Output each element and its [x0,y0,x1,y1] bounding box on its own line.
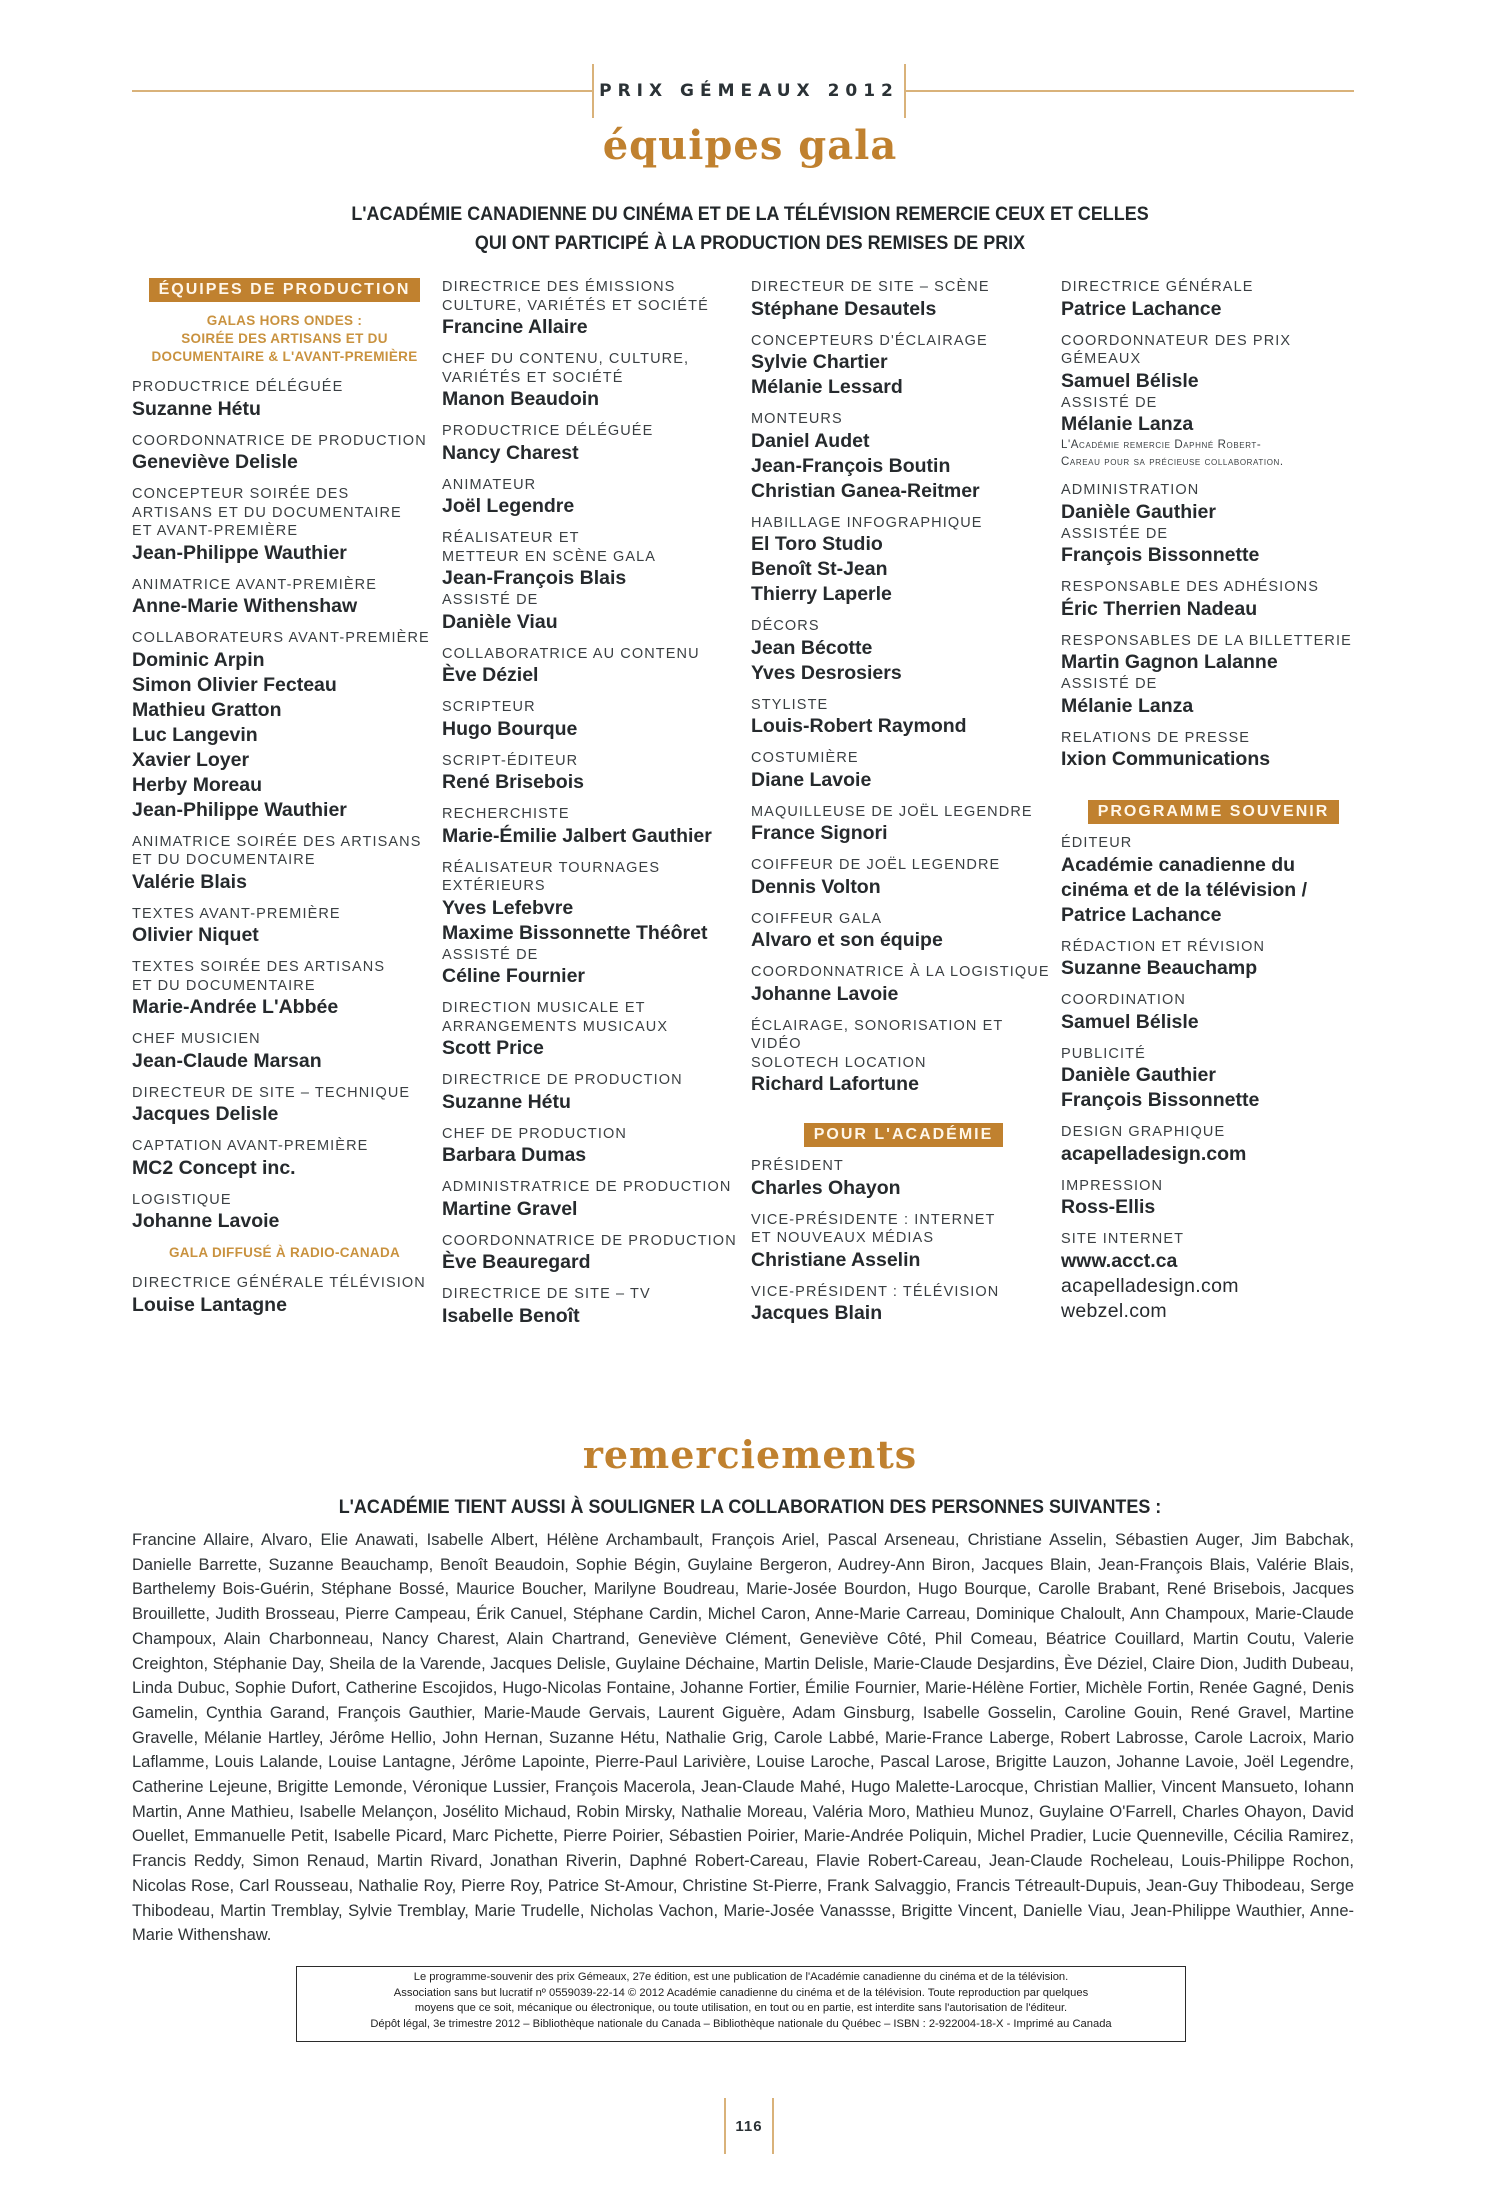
credit-name: Richard Lafortune [751,1073,919,1095]
credit-entry [132,1274,437,1318]
credit-entry [132,958,437,1020]
assist-role: ASSISTÉ DE [442,946,539,963]
credit-name: Johanne Lavoie [132,1210,280,1232]
credit-name: Jean-Claude Marsan [132,1049,322,1072]
credit-name: Jean-François Blais [442,567,627,589]
intro-line-1: L'ACADÉMIE CANADIENNE DU CINÉMA ET DE LA TÉLÉVISION REMERCIE CEUX ET CELLES [351,203,1149,225]
credit-entry [1061,632,1366,719]
credit-entry [751,1157,1056,1201]
credit-entry [751,1017,1056,1098]
column-1 [132,278,437,1328]
credit-entry [751,696,1056,740]
legal-notice-box [296,1966,1186,2042]
credit-role: COORDONNATRICE DE PRODUCTION [442,1232,737,1249]
credit-name: Ixion Communications [1061,748,1271,770]
subhead-gala-radio-canada: GALA DIFFUSÉ À RADIO-CANADA [168,1245,401,1260]
credit-name: Nancy Charest [442,441,579,464]
credit-entry [751,332,1056,401]
credit-name: Samuel Bélisle [1061,1010,1199,1033]
credit-name: Marie-Émilie Jalbert Gauthier [442,824,712,847]
credit-role: HABILLAGE INFOGRAPHIQUE [751,514,983,531]
header-rule-left [132,90,592,92]
credit-entry [442,350,747,412]
credit-entry [751,410,1056,504]
credit-name: Christian Ganea-Reitmer [751,479,980,502]
credit-entry [442,1232,747,1276]
thanks-intro: L'ACADÉMIE TIENT AUSSI À SOULIGNER LA COLLABORATION DES PERSONNES SUIVANTES : [338,1496,1162,1518]
credit-role: COLLABORATRICE AU CONTENU [442,645,700,662]
credit-name: Sylvie Chartier [751,351,888,373]
credit-name: François Bissonnette [1061,1089,1260,1111]
credit-entry [751,514,1056,608]
thanks-title: remerciements [582,1432,918,1477]
credit-name: Diane Lavoie [751,768,872,791]
credit-role: ADMINISTRATION [1061,482,1200,498]
header-rule-right [906,90,1354,92]
credit-entry [751,278,1056,322]
credit-name: Danièle Viau [442,610,558,633]
credit-note: L'Académie remercie Daphné Robert- Careau pour sa précieuse collaboration. [1061,439,1284,468]
credit-name: Jean-François Boutin [751,454,951,477]
credit-entry [132,1030,437,1074]
section-badge-production: ÉQUIPES DE PRODUCTION [149,278,421,302]
credit-name: Daniel Audet [751,429,870,452]
credit-role: ÉCLAIRAGE, SONORISATION ET VIDÉO SOLOTECH LOCATION [751,1017,1004,1071]
credit-entry [132,905,437,949]
credit-name: Louis-Robert Raymond [751,715,967,737]
credit-role: COORDONNATEUR DES PRIX GÉMEAUX [1061,332,1292,367]
credit-name: Suzanne Hétu [442,1090,571,1113]
credit-link: acapelladesign.com [1061,1274,1239,1297]
intro-line-2: QUI ONT PARTICIPÉ À LA PRODUCTION DES REMISES DE PRIX [474,232,1026,254]
credit-entry [132,1191,437,1235]
credit-name: Marie-Andrée L'Abbée [132,996,339,1018]
credit-entry [1061,991,1366,1035]
credit-role: CHEF DU CONTENU, CULTURE, VARIÉTÉS ET SOCIÉTÉ [442,351,690,386]
credit-entry [751,803,1056,847]
credit-name: cinéma et de la télévision / [1061,878,1308,901]
credit-role: MONTEURS [751,411,843,427]
credit-name: Benoît St-Jean [751,558,888,580]
credit-role: ADMINISTRATRICE DE PRODUCTION [442,1179,732,1195]
credit-entry [442,999,747,1061]
credit-role: DIRECTRICE DES ÉMISSIONS CULTURE, VARIÉTÉS ET SOCIÉTÉ [442,279,709,314]
credit-role: MAQUILLEUSE DE JOËL LEGENDRE [751,803,1033,820]
credit-name: Danièle Gauthier [1061,500,1216,523]
credit-role: ANIMATRICE SOIRÉE DES ARTISANS ET DU DOCUMENTAIRE [132,833,422,868]
credit-entry [442,422,747,466]
credit-name: Hugo Bourque [442,717,578,740]
credit-role: COLLABORATEURS AVANT-PREMIÈRE [132,630,430,646]
credit-role: RESPONSABLE DES ADHÉSIONS [1061,579,1319,595]
credit-role: COORDONNATRICE DE PRODUCTION [132,432,427,449]
credit-role: DIRECTION MUSICALE ET ARRANGEMENTS MUSICAUX [442,1000,669,1035]
credit-name: Patrice Lachance [1061,903,1222,926]
credit-name: Alvaro et son équipe [751,929,943,951]
credit-name: Suzanne Hétu [132,397,261,420]
credit-name: Dominic Arpin [132,648,265,671]
credit-name: Yves Lefebvre [442,896,574,919]
credit-name: MC2 Concept inc. [132,1156,296,1179]
credit-role: VICE-PRÉSIDENT : TÉLÉVISION [751,1283,1000,1300]
credit-name: Geneviève Delisle [132,451,298,473]
credit-entry [442,752,747,796]
credit-entry [751,1283,1056,1327]
credit-role: LOGISTIQUE [132,1191,232,1208]
credit-name: acapelladesign.com [1061,1142,1247,1165]
credit-role: TEXTES AVANT-PREMIÈRE [132,905,341,922]
intro-text [60,200,1440,258]
credit-role: ANIMATRICE AVANT-PREMIÈRE [132,576,378,593]
credit-name: Jean Bécotte [751,636,873,659]
credit-role: STYLISTE [751,696,829,713]
credit-role: PRODUCTRICE DÉLÉGUÉE [442,423,654,439]
credit-entry [132,485,437,566]
credit-name: Dennis Volton [751,875,881,898]
credit-name: Ross-Ellis [1061,1196,1156,1218]
credit-entry [1061,1045,1366,1114]
credit-name: Mélanie Lanza [1061,694,1194,717]
header-kicker-box [592,64,906,118]
credit-role: DIRECTRICE GÉNÉRALE [1061,279,1254,295]
credit-name: France Signori [751,822,888,844]
credit-entry [442,529,747,635]
credit-role: PUBLICITÉ [1061,1045,1146,1062]
page-number: 116 [735,2117,763,2135]
credit-role: SCRIPT-ÉDITEUR [442,752,579,769]
assist-role: ASSISTÉE DE [1061,525,1169,542]
credit-entry [442,1285,747,1329]
credit-role: CHEF MUSICIEN [132,1031,261,1047]
credit-name: Mélanie Lessard [751,376,903,398]
credit-role: COIFFEUR GALA [751,910,883,927]
credit-role: RÉDACTION ET RÉVISION [1061,938,1266,955]
credit-name: Patrice Lachance [1061,297,1222,320]
column-2 [442,278,747,1339]
credit-role: CHEF DE PRODUCTION [442,1125,627,1142]
credit-name: Danièle Gauthier [1061,1064,1216,1086]
credit-name: Maxime Bissonnette Théôret [442,921,708,944]
section-badge-programme-wrap [1061,800,1366,824]
column-3 [751,278,1056,1336]
credit-name: Thierry Laperle [751,583,892,605]
credit-entry [442,1178,747,1222]
credit-role: RECHERCHISTE [442,806,570,822]
credit-entry [1061,1123,1366,1167]
credit-role: COORDONNATRICE À LA LOGISTIQUE [751,964,1050,980]
credit-entry [442,698,747,742]
credit-name: Yves Desrosiers [751,661,902,684]
credit-name: Ève Beauregard [442,1251,591,1273]
credit-entry [442,645,747,689]
credit-role: CAPTATION AVANT-PREMIÈRE [132,1138,369,1154]
credit-role: DIRECTEUR DE SITE – TECHNIQUE [132,1084,411,1101]
credit-entry [751,963,1056,1007]
credit-name: Herby Moreau [132,773,263,796]
credit-name: Académie canadienne du [1061,853,1296,876]
credit-entry [751,856,1056,900]
thanks-list: Francine Allaire, Alvaro, Elie Anawati, Isabelle Albert, Hélène Archambault, François Ariel, Pascal Arseneau, Christiane Asselin, Sébastien Auger, Jim Babchak, Danielle Barrette, Suzanne Beauchamp, Benoît Beaudoin, Sophie Bégin, Guylaine Bergeron, Audrey-Ann Biron, Jacques Blain, Jean-François Blais, Valérie Blais, Barthelemy Bois-Guérin, Stéphane Bossé, Maurice Boucher, Marilyne Boudreau, Marie-Josée Bourdon, Hugo Bourque, Carolle Brabant, René Brisebois, Jacques Brouillette, Judith Brosseau, Pierre Campeau, Érik Canuel, Stéphane Cardin, Michel Caron, Anne-Marie Carreau, Dominique Chaloult, Ann Champoux, Marie-Claude Champoux, Alain Charbonneau, Nancy Charest, Alain Chartrand, Geneviève Clément, Geneviève Côté, Phil Comeau, Béatrice Couillard, Martin Coutu, Valerie Creighton, Stéphanie Day, Sheila de la Varende, Jacques Delisle, Guylaine Déchaine, Martin Delisle, Marie-Claude Desjardins, Ève Déziel, Claire Dion, Judith Dubeau, Linda Dubuc, Sophie Dufort, Catherine Escojidos, Hugo-Nicolas Fontaine, Johanne Fortier, Émilie Fournier, Marie-Hélène Fortier, Michèle Fortin, Renée Gagné, Denis Gamelin, Cynthia Garand, François Gauthier, Marie-Maude Gervais, Laurent Giguère, Adam Ginsburg, Isabelle Gosselin, Caroline Gouin, René Gravel, Martine Gravelle, Mélanie Hartley, Jérôme Hellio, John Hernan, Suzanne Hétu, Nathalie Grig, Carole Labbé, Marie-France Laberge, Robert Labrosse, Carole Lacroix, Mario Laflamme, Louis Lalande, Louise Lantagne, Jérôme Lapointe, Pierre-Paul Larivière, Louise Laroche, Pascal Larose, Brigitte Lauzon, Johanne Lavoie, Joël Legendre, Catherine Lejeune, Brigitte Lemonde, Véronique Lussier, François Macerola, Jean-Claude Mahé, Hugo Malette-Larocque, Christian Mallier, Vincent Mansueto, Iohann Martin, Anne Mathieu, Isabelle Melançon, Josélito Michaud, Robin Mirsky, Nathalie Moreau, Valéria Moro, Mathieu Munoz, Guylaine O'Farrell, Charles Ohayon, David Ouellet, Emmanuelle Petit, Isabelle Picard, Marc Pichette, Pierre Poirier, Sébastien Poirier, Marie-Andrée Poliquin, Michel Pradier, Lucie Quenneville, Cécilia Ramirez, Francis Reddy, Simon Renaud, Martin Rivard, Jonathan Riverin, Daphné Robert-Careau, Flavie Robert-Careau, Jean-Claude Rocheleau, Louis-Philippe Rochon, Nicolas Rose, Carl Rousseau, Nathalie Roy, Pierre Roy, Patrice St-Amour, Christine St-Pierre, Frank Salvaggio, Francis Tétreault-Dupuis, Jean-Guy Thibodeau, Serge Thibodeau, Martin Tremblay, Sylvie Tremblay, Marie Trudelle, Nicholas Vachon, Marie-Josée Vanassse, Brigitte Vincent, Danielle Viau, Jean-Philippe Wauthier, Anne-Marie Withenshaw. [132,1531,1354,1945]
credit-entry [1061,1230,1366,1324]
credit-role: DIRECTRICE DE SITE – TV [442,1286,651,1302]
credit-name: Charles Ohayon [751,1176,901,1199]
credit-role: DIRECTRICE GÉNÉRALE TÉLÉVISION [132,1275,426,1291]
credit-name: Stéphane Desautels [751,297,937,320]
credit-name: Joël Legendre [442,495,575,517]
credit-role: CONCEPTEUR SOIRÉE DES ARTISANS ET DU DOCUMENTAIRE ET AVANT-PREMIÈRE [132,486,402,539]
credit-role: RÉALISATEUR TOURNAGES EXTÉRIEURS [442,859,661,894]
credit-entry [442,1125,747,1169]
credit-role: PRODUCTRICE DÉLÉGUÉE [132,379,344,395]
credit-role: VICE-PRÉSIDENTE : INTERNET ET NOUVEAUX MÉDIAS [751,1211,996,1246]
credit-entry [1061,938,1366,982]
credit-entry [751,1211,1056,1273]
legal-line-2: Association sans but lucratif nº 0559039-22-14 © 2012 Académie canadienne du cinéma et de la télévision. Toute reproduction par quelques [393,1986,1089,1999]
credit-entry [132,378,437,422]
legal-line-3: moyens que ce soit, mécanique ou électronique, ou toute utilisation, en tout ou en partie, est interdite sans l'autorisation de l'éditeur. [414,2002,1068,2014]
section-badge-academie: POUR L'ACADÉMIE [804,1123,1004,1147]
credit-name: Samuel Bélisle [1061,369,1199,392]
credit-name: Jean-Philippe Wauthier [132,798,347,821]
page-number-box [724,2098,774,2154]
credit-name: Louise Lantagne [132,1293,287,1316]
credit-role: RELATIONS DE PRESSE [1061,729,1251,746]
credit-entry [1061,278,1366,322]
credit-name: François Bissonnette [1061,544,1260,566]
page-title: équipes gala [602,122,898,169]
credit-entry [751,617,1056,686]
credit-entry [132,576,437,620]
column-4 [1061,278,1366,1334]
assist-role: ASSISTÉ DE [1061,394,1158,411]
credit-role: COSTUMIÈRE [751,750,859,766]
credit-name: Suzanne Beauchamp [1061,957,1258,979]
section-badge-academie-wrap [751,1123,1056,1147]
assist-role: ASSISTÉ DE [1061,676,1158,692]
credit-name: Mélanie Lanza [1061,413,1194,435]
credit-name: Francine Allaire [442,316,588,338]
credit-name: Éric Therrien Nadeau [1061,597,1258,620]
credit-name: Barbara Dumas [442,1144,587,1166]
credit-name: Céline Fournier [442,965,586,987]
credit-entry [442,278,747,340]
credit-name: Isabelle Benoît [442,1304,580,1327]
credit-entry [132,1084,437,1128]
credit-role: RÉALISATEUR ET METTEUR EN SCÈNE GALA [442,530,657,565]
credit-role: RESPONSABLES DE LA BILLETTERIE [1061,632,1352,649]
assist-role: ASSISTÉ DE [442,592,539,608]
subhead-galas-hors-ondes: GALAS HORS ONDES : SOIRÉE DES ARTISANS ET DU DOCUMENTAIRE & L'AVANT-PREMIÈRE [151,313,418,364]
credit-name: Xavier Loyer [132,748,250,771]
credit-role: CONCEPTEURS D'ÉCLAIRAGE [751,332,988,349]
credit-name: Luc Langevin [132,723,258,746]
credit-role: TEXTES SOIRÉE DES ARTISANS ET DU DOCUMENTAIRE [132,959,386,994]
credit-role: IMPRESSION [1061,1177,1164,1194]
section-badge-production-wrap [132,278,437,302]
credit-entry [132,432,437,476]
header-kicker: PRIX GÉMEAUX 2012 [599,81,899,101]
credit-name: Anne-Marie Withenshaw [132,595,358,617]
credit-entry [1061,729,1366,773]
credit-entry [132,833,437,895]
credit-role: COORDINATION [1061,992,1186,1008]
credit-name: Martine Gravel [442,1197,578,1220]
credit-name: Manon Beaudoin [442,388,600,410]
credit-name: Mathieu Gratton [132,698,282,721]
credit-entry [1061,1177,1366,1221]
credit-entry [1061,481,1366,568]
credit-name: Jacques Blain [751,1302,883,1324]
credit-entry [442,476,747,520]
credit-name: Valérie Blais [132,870,247,893]
credit-name: Christiane Asselin [751,1248,921,1271]
credit-entry [1061,332,1366,472]
legal-line-1: Le programme-souvenir des prix Gémeaux, 27e édition, est une publication de l'Académie canadienne du cinéma et de la télévision. [413,1971,1069,1983]
credit-role: COIFFEUR DE JOËL LEGENDRE [751,857,1001,873]
credit-role: ANIMATEUR [442,476,537,493]
credit-role: DESIGN GRAPHIQUE [1061,1124,1226,1140]
credit-entry [1061,834,1366,928]
credit-entry [751,910,1056,954]
credit-role: DÉCORS [751,618,820,634]
credit-role: PRÉSIDENT [751,1158,844,1174]
credit-name: Scott Price [442,1037,544,1059]
credit-entry [132,629,437,823]
credit-name: René Brisebois [442,771,584,793]
credit-name: Jacques Delisle [132,1103,279,1125]
legal-line-4: Dépôt légal, 3e trimestre 2012 – Bibliothèque nationale du Canada – Bibliothèque nationale du Québec – ISBN : 2-922004-18-X - Imprimé au Canada [370,2017,1112,2030]
credit-role: SITE INTERNET [1061,1231,1185,1247]
credit-name: www.acct.ca [1061,1249,1178,1272]
credit-entry [751,749,1056,793]
credit-name: Jean-Philippe Wauthier [132,541,347,564]
credit-name: Olivier Niquet [132,924,259,946]
credit-name: El Toro Studio [751,533,883,555]
credit-role: DIRECTRICE DE PRODUCTION [442,1072,683,1088]
credit-role: SCRIPTEUR [442,699,536,715]
credit-role: ÉDITEUR [1061,835,1133,851]
credit-name: Ève Déziel [442,664,539,686]
credit-entry [442,859,747,990]
credit-role: DIRECTEUR DE SITE – SCÈNE [751,279,990,295]
credit-entry [442,805,747,849]
section-badge-programme: PROGRAMME SOUVENIR [1088,800,1340,824]
credit-entry [442,1071,747,1115]
credit-name: Martin Gagnon Lalanne [1061,651,1278,673]
credit-entry [132,1137,437,1181]
credit-name: Johanne Lavoie [751,982,899,1005]
credit-entry [1061,578,1366,622]
credit-name: Simon Olivier Fecteau [132,673,337,696]
credit-link: webzel.com [1061,1299,1167,1322]
